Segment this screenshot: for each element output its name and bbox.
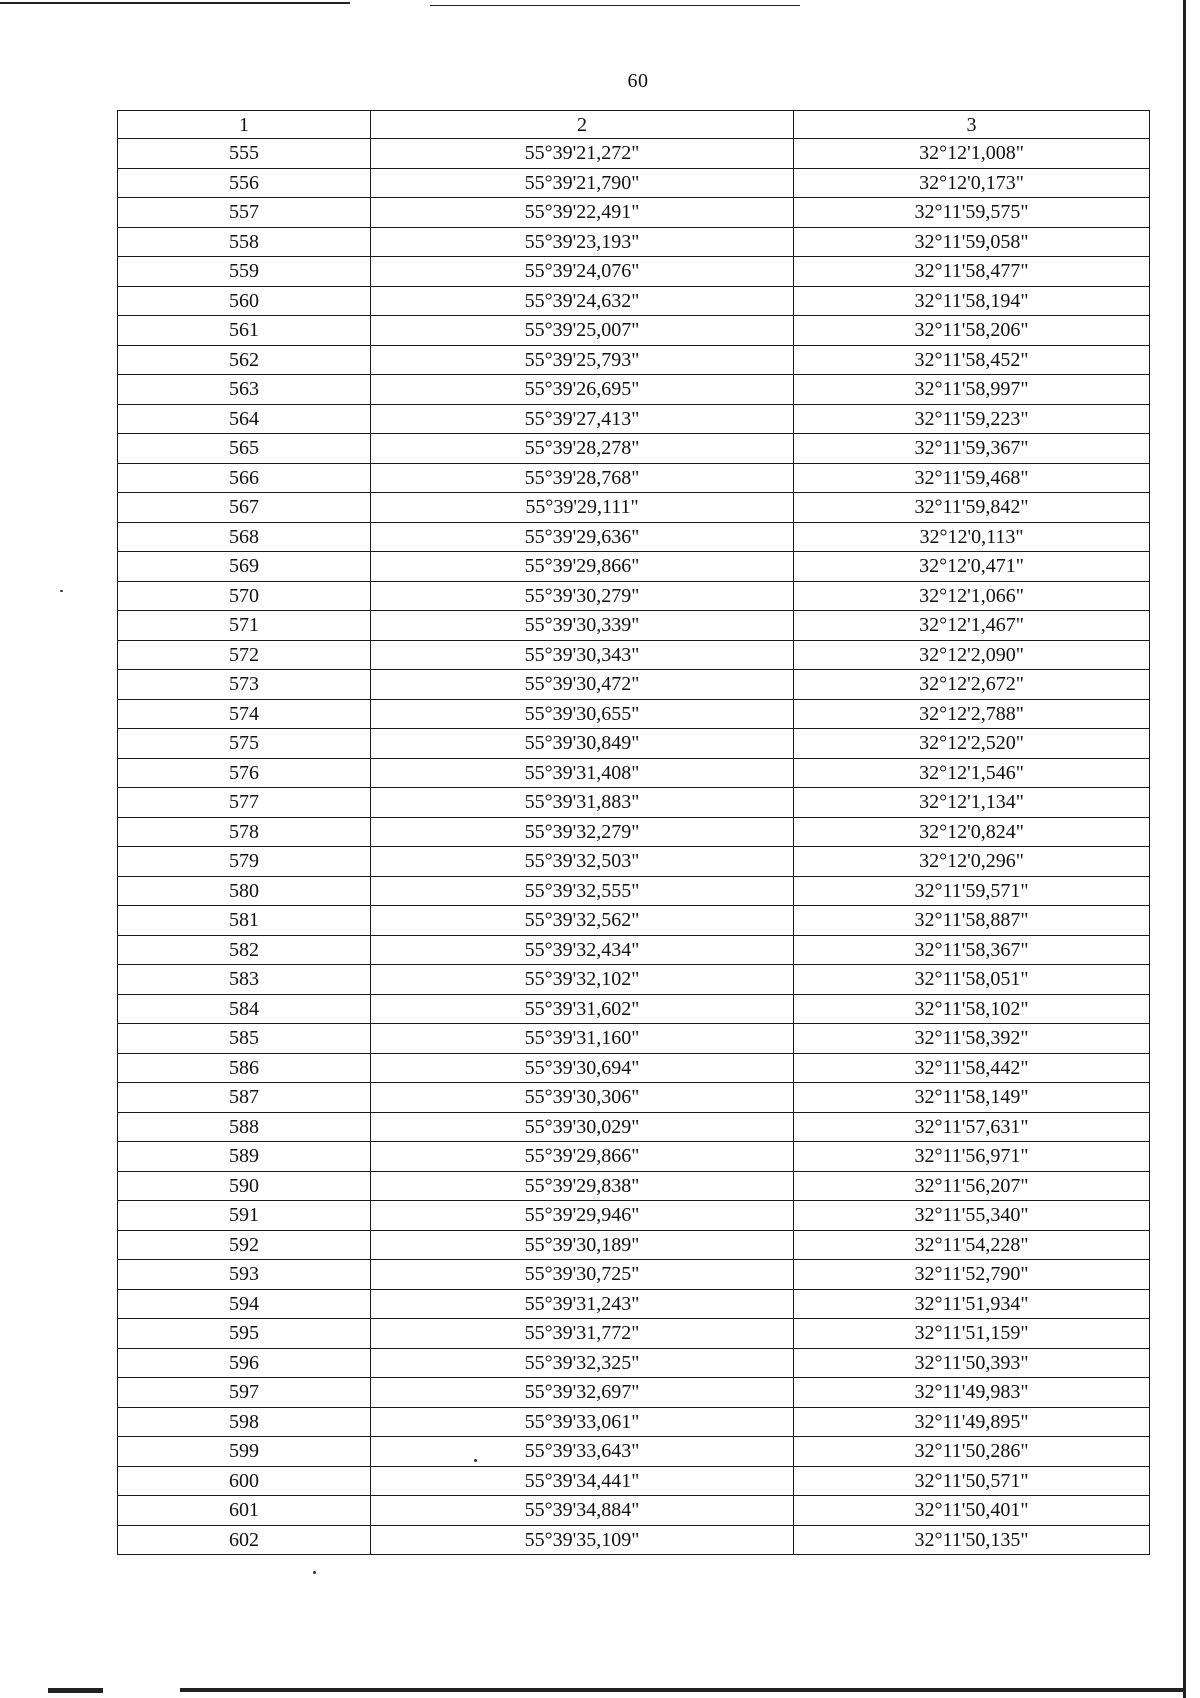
table-row [118, 1230, 1150, 1260]
latitude-cell: 55°39'31,160" [371, 1024, 794, 1054]
point-number-cell: 574 [118, 699, 371, 729]
longitude-cell: 32°12'2,788" [794, 699, 1150, 729]
point-number-cell: 602 [118, 1525, 371, 1555]
longitude-cell: 32°11'56,971" [794, 1142, 1150, 1172]
latitude-cell: 55°39'30,655" [371, 699, 794, 729]
table-row [118, 1496, 1150, 1526]
longitude-cell: 32°11'58,392" [794, 1024, 1150, 1054]
latitude-cell: 55°39'33,643" [371, 1437, 794, 1467]
latitude-cell: 55°39'31,408" [371, 758, 794, 788]
longitude-cell: 32°11'49,895" [794, 1407, 1150, 1437]
latitude-cell: 55°39'30,725" [371, 1260, 794, 1290]
table-row [118, 611, 1150, 641]
longitude-cell: 32°12'1,134" [794, 788, 1150, 818]
longitude-cell: 32°11'51,934" [794, 1289, 1150, 1319]
point-number-cell: 555 [118, 139, 371, 169]
point-number-cell: 569 [118, 552, 371, 582]
point-number-cell: 598 [118, 1407, 371, 1437]
latitude-cell: 55°39'31,772" [371, 1319, 794, 1349]
table-row [118, 847, 1150, 877]
latitude-cell: 55°39'28,768" [371, 463, 794, 493]
latitude-cell: 55°39'29,946" [371, 1201, 794, 1231]
latitude-cell: 55°39'35,109" [371, 1525, 794, 1555]
table-row [118, 1171, 1150, 1201]
longitude-cell: 32°11'49,983" [794, 1378, 1150, 1408]
table-row [118, 994, 1150, 1024]
scan-artifact-top-left [0, 2, 350, 4]
table-row [118, 1348, 1150, 1378]
table-row [118, 434, 1150, 464]
longitude-cell: 32°11'51,159" [794, 1319, 1150, 1349]
point-number-cell: 557 [118, 198, 371, 228]
longitude-cell: 32°11'58,051" [794, 965, 1150, 995]
latitude-cell: 55°39'30,339" [371, 611, 794, 641]
longitude-cell: 32°11'58,367" [794, 935, 1150, 965]
longitude-cell: 32°11'50,571" [794, 1466, 1150, 1496]
latitude-cell: 55°39'25,793" [371, 345, 794, 375]
point-number-cell: 561 [118, 316, 371, 346]
column-header-2: 2 [371, 111, 794, 139]
scan-artifact-right-edge [1183, 0, 1186, 1698]
point-number-cell: 592 [118, 1230, 371, 1260]
point-number-cell: 573 [118, 670, 371, 700]
table-row [118, 375, 1150, 405]
coordinates-table [117, 110, 1150, 1555]
column-header-3: 3 [794, 111, 1150, 139]
table-row [118, 1525, 1150, 1555]
latitude-cell: 55°39'31,602" [371, 994, 794, 1024]
point-number-cell: 571 [118, 611, 371, 641]
point-number-cell: 570 [118, 581, 371, 611]
table-row [118, 965, 1150, 995]
point-number-cell: 587 [118, 1083, 371, 1113]
table-row [118, 404, 1150, 434]
longitude-cell: 32°11'55,340" [794, 1201, 1150, 1231]
longitude-cell: 32°11'58,442" [794, 1053, 1150, 1083]
latitude-cell: 55°39'31,243" [371, 1289, 794, 1319]
latitude-cell: 55°39'26,695" [371, 375, 794, 405]
table-row [118, 670, 1150, 700]
longitude-cell: 32°11'50,135" [794, 1525, 1150, 1555]
table-row [118, 1024, 1150, 1054]
point-number-cell: 589 [118, 1142, 371, 1172]
point-number-cell: 599 [118, 1437, 371, 1467]
longitude-cell: 32°12'1,066" [794, 581, 1150, 611]
latitude-cell: 55°39'32,555" [371, 876, 794, 906]
latitude-cell: 55°39'24,076" [371, 257, 794, 287]
latitude-cell: 55°39'32,503" [371, 847, 794, 877]
point-number-cell: 586 [118, 1053, 371, 1083]
point-number-cell: 559 [118, 257, 371, 287]
latitude-cell: 55°39'32,434" [371, 935, 794, 965]
point-number-cell: 594 [118, 1289, 371, 1319]
page-number: 60 [627, 70, 649, 92]
longitude-cell: 32°12'0,173" [794, 168, 1150, 198]
latitude-cell: 55°39'29,838" [371, 1171, 794, 1201]
table-row [118, 640, 1150, 670]
table-row [118, 906, 1150, 936]
longitude-cell: 32°11'58,997" [794, 375, 1150, 405]
table-row [118, 227, 1150, 257]
point-number-cell: 593 [118, 1260, 371, 1290]
point-number-cell: 565 [118, 434, 371, 464]
latitude-cell: 55°39'32,279" [371, 817, 794, 847]
table-body [118, 139, 1150, 1555]
latitude-cell: 55°39'28,278" [371, 434, 794, 464]
latitude-cell: 55°39'30,849" [371, 729, 794, 759]
point-number-cell: 582 [118, 935, 371, 965]
longitude-cell: 32°11'58,477" [794, 257, 1150, 287]
latitude-cell: 55°39'31,883" [371, 788, 794, 818]
longitude-cell: 32°11'58,194" [794, 286, 1150, 316]
latitude-cell: 55°39'34,441" [371, 1466, 794, 1496]
longitude-cell: 32°11'50,401" [794, 1496, 1150, 1526]
scan-artifact-bottom [180, 1688, 1183, 1692]
latitude-cell: 55°39'30,694" [371, 1053, 794, 1083]
latitude-cell: 55°39'29,111" [371, 493, 794, 523]
latitude-cell: 55°39'34,884" [371, 1496, 794, 1526]
longitude-cell: 32°11'56,207" [794, 1171, 1150, 1201]
table-row [118, 139, 1150, 169]
longitude-cell: 32°12'0,113" [794, 522, 1150, 552]
table-row [118, 1112, 1150, 1142]
table-row [118, 699, 1150, 729]
point-number-cell: 588 [118, 1112, 371, 1142]
table-row [118, 1142, 1150, 1172]
latitude-cell: 55°39'32,325" [371, 1348, 794, 1378]
latitude-cell: 55°39'29,866" [371, 552, 794, 582]
table-row [118, 522, 1150, 552]
table-row [118, 876, 1150, 906]
longitude-cell: 32°12'2,090" [794, 640, 1150, 670]
longitude-cell: 32°11'59,223" [794, 404, 1150, 434]
latitude-cell: 55°39'21,790" [371, 168, 794, 198]
longitude-cell: 32°11'59,468" [794, 463, 1150, 493]
point-number-cell: 580 [118, 876, 371, 906]
scan-artifact-bottom-left [48, 1688, 103, 1693]
table-row [118, 1378, 1150, 1408]
longitude-cell: 32°11'57,631" [794, 1112, 1150, 1142]
latitude-cell: 55°39'21,272" [371, 139, 794, 169]
longitude-cell: 32°11'58,206" [794, 316, 1150, 346]
point-number-cell: 595 [118, 1319, 371, 1349]
point-number-cell: 596 [118, 1348, 371, 1378]
longitude-cell: 32°11'58,149" [794, 1083, 1150, 1113]
point-number-cell: 576 [118, 758, 371, 788]
latitude-cell: 55°39'30,306" [371, 1083, 794, 1113]
point-number-cell: 581 [118, 906, 371, 936]
point-number-cell: 585 [118, 1024, 371, 1054]
table-row [118, 1260, 1150, 1290]
point-number-cell: 600 [118, 1466, 371, 1496]
scan-speck-left [60, 590, 63, 592]
table-row [118, 552, 1150, 582]
point-number-cell: 601 [118, 1496, 371, 1526]
longitude-cell: 32°11'58,887" [794, 906, 1150, 936]
point-number-cell: 584 [118, 994, 371, 1024]
table-row [118, 758, 1150, 788]
longitude-cell: 32°11'52,790" [794, 1260, 1150, 1290]
point-number-cell: 572 [118, 640, 371, 670]
table-row [118, 463, 1150, 493]
latitude-cell: 55°39'24,632" [371, 286, 794, 316]
longitude-cell: 32°11'58,102" [794, 994, 1150, 1024]
latitude-cell: 55°39'30,279" [371, 581, 794, 611]
longitude-cell: 32°12'2,672" [794, 670, 1150, 700]
table-header-row [118, 111, 1150, 139]
point-number-cell: 563 [118, 375, 371, 405]
longitude-cell: 32°12'0,296" [794, 847, 1150, 877]
longitude-cell: 32°11'58,452" [794, 345, 1150, 375]
longitude-cell: 32°11'50,393" [794, 1348, 1150, 1378]
longitude-cell: 32°12'0,824" [794, 817, 1150, 847]
latitude-cell: 55°39'27,413" [371, 404, 794, 434]
point-number-cell: 579 [118, 847, 371, 877]
point-number-cell: 556 [118, 168, 371, 198]
table-row [118, 581, 1150, 611]
scan-artifact-top-mid [430, 5, 800, 6]
table-row [118, 257, 1150, 287]
longitude-cell: 32°12'1,546" [794, 758, 1150, 788]
point-number-cell: 567 [118, 493, 371, 523]
table-row [118, 286, 1150, 316]
scan-speck-bottom [313, 1571, 316, 1574]
latitude-cell: 55°39'30,343" [371, 640, 794, 670]
table-row [118, 1466, 1150, 1496]
table-row [118, 316, 1150, 346]
longitude-cell: 32°12'2,520" [794, 729, 1150, 759]
latitude-cell: 55°39'32,102" [371, 965, 794, 995]
table-row [118, 729, 1150, 759]
table-row [118, 788, 1150, 818]
longitude-cell: 32°11'50,286" [794, 1437, 1150, 1467]
point-number-cell: 568 [118, 522, 371, 552]
table-row [118, 345, 1150, 375]
table-row [118, 168, 1150, 198]
table-row [118, 817, 1150, 847]
longitude-cell: 32°11'59,571" [794, 876, 1150, 906]
point-number-cell: 597 [118, 1378, 371, 1408]
point-number-cell: 578 [118, 817, 371, 847]
point-number-cell: 560 [118, 286, 371, 316]
latitude-cell: 55°39'29,636" [371, 522, 794, 552]
point-number-cell: 564 [118, 404, 371, 434]
table-row [118, 198, 1150, 228]
latitude-cell: 55°39'30,189" [371, 1230, 794, 1260]
latitude-cell: 55°39'32,562" [371, 906, 794, 936]
point-number-cell: 590 [118, 1171, 371, 1201]
latitude-cell: 55°39'25,007" [371, 316, 794, 346]
point-number-cell: 583 [118, 965, 371, 995]
longitude-cell: 32°11'59,575" [794, 198, 1150, 228]
table-row [118, 1201, 1150, 1231]
point-number-cell: 562 [118, 345, 371, 375]
point-number-cell: 566 [118, 463, 371, 493]
latitude-cell: 55°39'30,472" [371, 670, 794, 700]
column-header-1: 1 [118, 111, 371, 139]
longitude-cell: 32°11'59,058" [794, 227, 1150, 257]
longitude-cell: 32°11'54,228" [794, 1230, 1150, 1260]
point-number-cell: 591 [118, 1201, 371, 1231]
table-row [118, 493, 1150, 523]
table-row [118, 1437, 1150, 1467]
latitude-cell: 55°39'33,061" [371, 1407, 794, 1437]
longitude-cell: 32°12'1,008" [794, 139, 1150, 169]
longitude-cell: 32°11'59,842" [794, 493, 1150, 523]
table-row [118, 1289, 1150, 1319]
latitude-cell: 55°39'32,697" [371, 1378, 794, 1408]
latitude-cell: 55°39'29,866" [371, 1142, 794, 1172]
point-number-cell: 558 [118, 227, 371, 257]
latitude-cell: 55°39'23,193" [371, 227, 794, 257]
table-row [118, 1407, 1150, 1437]
point-number-cell: 575 [118, 729, 371, 759]
table-row [118, 1083, 1150, 1113]
table-row [118, 935, 1150, 965]
table-row [118, 1319, 1150, 1349]
longitude-cell: 32°11'59,367" [794, 434, 1150, 464]
point-number-cell: 577 [118, 788, 371, 818]
longitude-cell: 32°12'0,471" [794, 552, 1150, 582]
longitude-cell: 32°12'1,467" [794, 611, 1150, 641]
table-row [118, 1053, 1150, 1083]
latitude-cell: 55°39'30,029" [371, 1112, 794, 1142]
latitude-cell: 55°39'22,491" [371, 198, 794, 228]
